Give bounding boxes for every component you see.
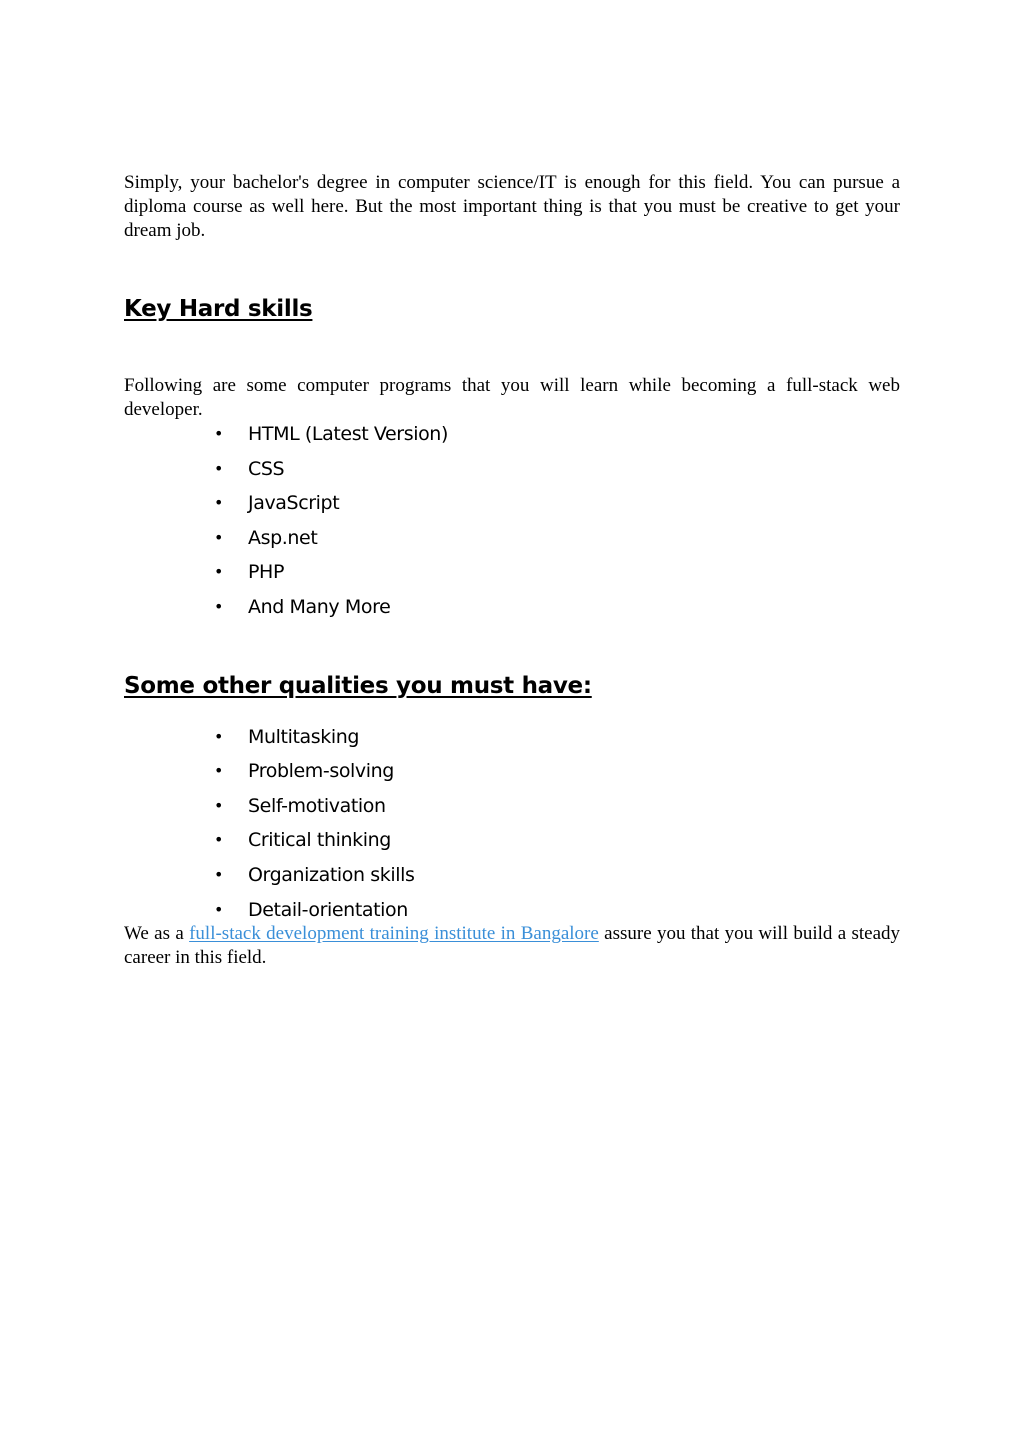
hard-skills-list [124,422,900,630]
bullet-icon: • [214,424,224,443]
heading-key-hard-skills: Key Hard skills [124,296,313,322]
closing-suffix: assure you that you will build a steady career in this field. [124,923,901,969]
list-item [124,863,900,898]
list-item-label: HTML (Latest Version) [248,423,448,445]
list-item-label: Critical thinking [248,829,391,852]
bullet-icon: • [214,795,224,815]
closing-prefix: We as a [124,923,190,945]
list-item-label: Multitasking [248,725,360,748]
heading-other-qualities: Some other qualities you must have: [124,672,592,699]
list-item [124,759,900,794]
bullet-icon: • [214,562,224,582]
list-item [124,526,900,561]
list-item [124,898,900,933]
list-item [124,491,900,526]
bullet-icon: • [214,830,224,850]
intro-paragraph: Simply, your bachelor's degree in computer science/IT is enough for this field. You can pursue a diploma course as well here. But the most important thing is that you must be creative to get your dream job. [124,172,900,241]
bullet-icon: • [214,493,224,513]
bullet-icon: • [214,899,224,919]
list-item-label: JavaScript [248,492,340,515]
list-item-label: Asp.net [248,526,318,549]
list-item [124,595,900,630]
bullet-icon: • [214,458,224,478]
hard-skills-intro-paragraph: Following are some computer programs that you will learn while becoming a full-stack web developer. [124,375,900,420]
list-item [124,457,900,492]
training-institute-link[interactable]: full-stack development training institute in Bangalore [189,923,599,945]
list-item [124,828,900,863]
list-item-label: CSS [248,457,285,480]
bullet-icon: • [214,864,224,884]
list-item [124,422,900,457]
list-item [124,725,900,760]
qualities-list [124,725,900,933]
bullet-icon: • [214,596,224,616]
bullet-icon: • [214,726,224,746]
list-item-label: PHP [248,561,285,584]
list-item [124,794,900,829]
list-item-label: Problem-solving [248,760,394,783]
list-item-label: And Many More [248,595,391,618]
bullet-icon: • [214,761,224,781]
list-item-label: Self-motivation [248,794,386,817]
list-item [124,560,900,595]
bullet-icon: • [214,527,224,547]
list-item-label: Detail-orientation [248,898,408,921]
list-item-label: Organization skills [248,863,415,886]
document-content [124,171,900,970]
